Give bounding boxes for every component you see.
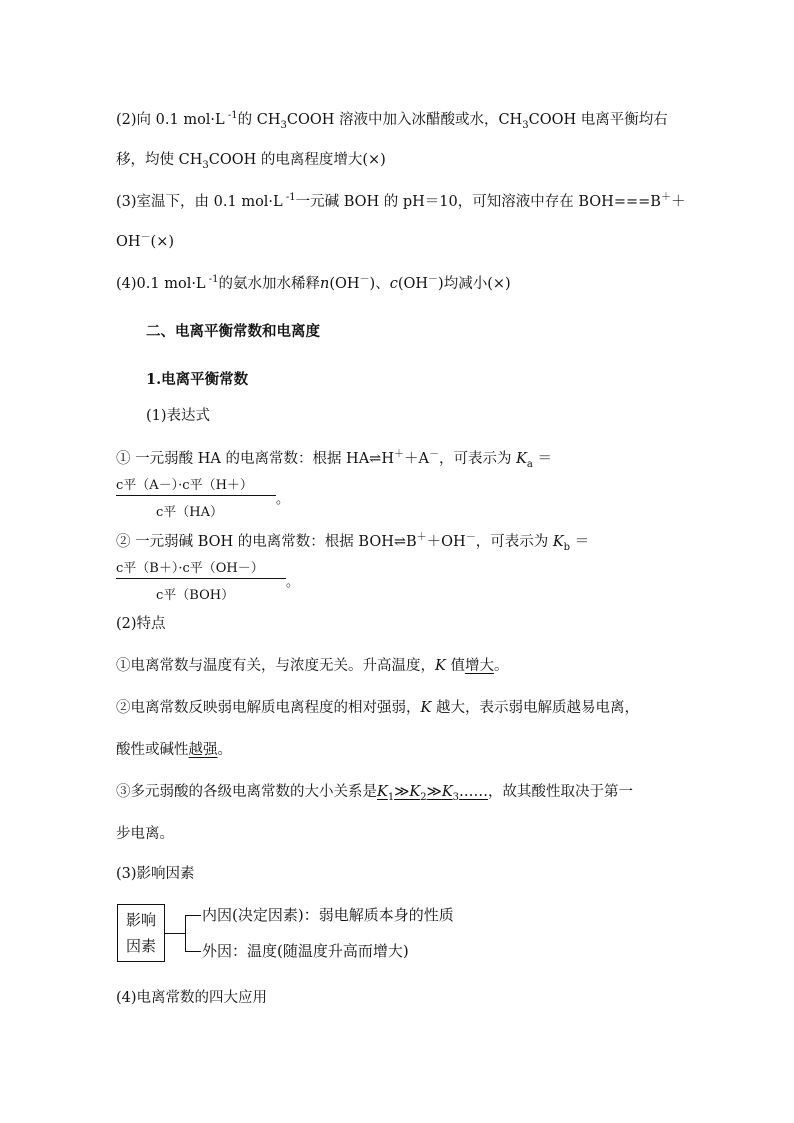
text: 一元碱 BOH 的 pH＝10，可知溶液中存在 BOH===B bbox=[295, 194, 661, 210]
variable-K: K bbox=[420, 700, 432, 716]
feature-3-line2: 步电离。 bbox=[116, 826, 174, 842]
text: 越大，表示弱电解质越易电离， bbox=[431, 700, 639, 716]
text: ①电离常数与温度有关，与浓度无关。升高温度， bbox=[116, 658, 435, 674]
external-factor: 外因：温度(随温度升高而增大) bbox=[202, 942, 409, 960]
variable-K: K bbox=[552, 534, 564, 550]
statement-2-line2 bbox=[116, 150, 386, 170]
text: ＋A bbox=[403, 451, 429, 467]
subsection-item-heading: (4)电离常数的四大应用 bbox=[116, 990, 268, 1006]
underlined-answer: 增大 bbox=[464, 658, 494, 674]
box-label: 影响 bbox=[125, 911, 156, 929]
subsection-heading: 1.电离平衡常数 bbox=[146, 371, 249, 388]
variable-K: K bbox=[516, 451, 527, 467]
statement-3-line1 bbox=[116, 192, 685, 212]
base-constant-line bbox=[116, 532, 589, 552]
text: 移，均使 CH bbox=[116, 152, 203, 168]
subscript: 3 bbox=[452, 791, 460, 803]
acid-constant-line bbox=[116, 449, 552, 469]
fraction-bar bbox=[116, 578, 286, 579]
superscript: － bbox=[465, 532, 476, 544]
text: ＝ bbox=[574, 534, 590, 550]
superscript: － bbox=[428, 274, 439, 286]
superscript: ＋ bbox=[393, 449, 404, 461]
variable-K: K bbox=[435, 658, 446, 674]
text: H bbox=[381, 451, 394, 467]
text: ③多元弱酸的各级电离常数的大小关系是 bbox=[116, 784, 377, 800]
superscript: -1 bbox=[224, 110, 238, 122]
superscript: － bbox=[140, 232, 151, 244]
subscript: 3 bbox=[202, 159, 209, 171]
internal-factor: 内因(决定因素)：弱电解质本身的性质 bbox=[202, 906, 454, 924]
text: ＋ bbox=[670, 194, 686, 210]
section-heading: 二、电离平衡常数和电离度 bbox=[146, 323, 320, 340]
subsection-item-heading: (2)特点 bbox=[116, 616, 166, 632]
ellipsis: …… bbox=[459, 784, 489, 800]
text: (2)向 0.1 mol·L bbox=[116, 112, 225, 128]
superscript: － bbox=[359, 274, 370, 286]
fraction-bar bbox=[116, 495, 276, 496]
variable-K: K bbox=[441, 784, 453, 800]
connector-line bbox=[185, 951, 201, 952]
subsection-item-heading: (1)表达式 bbox=[146, 408, 211, 424]
period: 。 bbox=[286, 575, 300, 590]
text: )均减小(×) bbox=[438, 276, 511, 292]
feature-2-line2 bbox=[116, 740, 232, 760]
text: ① 一元弱酸 HA 的电离常数：根据 HA bbox=[116, 451, 370, 467]
much-greater-symbol: ≫ bbox=[426, 784, 442, 800]
text: OH bbox=[116, 234, 141, 250]
text: ＝ bbox=[537, 451, 552, 467]
text: ，故其酸性取决于第一 bbox=[488, 784, 634, 800]
text: (4)0.1 mol·L bbox=[116, 276, 206, 292]
fraction-numerator: c平（B＋）·c平（OH－） bbox=[116, 561, 264, 576]
text: 的 CH bbox=[237, 112, 281, 128]
text: )、 bbox=[369, 276, 390, 292]
subscript: 3 bbox=[280, 119, 287, 131]
fraction-denominator: c平（BOH） bbox=[156, 588, 235, 603]
period: 。 bbox=[276, 492, 290, 507]
text: 值 bbox=[445, 658, 465, 674]
text: (3)室温下，由 0.1 mol·L bbox=[116, 194, 283, 210]
superscript: -1 bbox=[205, 274, 219, 286]
variable-n: n bbox=[320, 276, 330, 292]
superscript: -1 bbox=[282, 192, 296, 204]
fraction-denominator: c平（HA） bbox=[156, 505, 224, 520]
connector-line bbox=[165, 933, 185, 934]
text: 的氨水加水稀释 bbox=[218, 276, 320, 292]
variable-K: K bbox=[409, 784, 421, 800]
subscript: a bbox=[526, 458, 533, 470]
variable-K: K bbox=[377, 784, 388, 800]
subscript: 2 bbox=[420, 791, 427, 803]
variable-c: c bbox=[389, 276, 398, 292]
text: COOH 溶液中加入冰醋酸或水，CH bbox=[286, 112, 523, 128]
text: ＋OH bbox=[426, 534, 466, 550]
text: (OH bbox=[329, 276, 360, 292]
statement-2-line1 bbox=[116, 110, 668, 130]
fraction-numerator: c平（A－）·c平（H＋） bbox=[116, 478, 253, 493]
underlined-answer bbox=[377, 784, 489, 803]
statement-4 bbox=[116, 274, 511, 294]
statement-3-line2 bbox=[116, 232, 174, 252]
text: 酸性或碱性 bbox=[116, 742, 189, 758]
subscript: 3 bbox=[522, 119, 529, 131]
bracket-line bbox=[185, 915, 186, 951]
superscript: ＋ bbox=[660, 192, 671, 204]
subscript: 1 bbox=[387, 791, 395, 803]
text: COOH 电离平衡均右 bbox=[528, 112, 668, 128]
text: 。 bbox=[217, 742, 232, 758]
much-greater-symbol: ≫ bbox=[394, 784, 410, 800]
feature-2-line1 bbox=[116, 698, 639, 718]
feature-1 bbox=[116, 656, 508, 676]
text: (OH bbox=[397, 276, 429, 292]
text: 。 bbox=[493, 658, 509, 674]
superscript: ＋ bbox=[416, 532, 427, 544]
subsection-item-heading: (3)影响因素 bbox=[116, 866, 195, 882]
text: B bbox=[406, 534, 417, 550]
connector-line bbox=[185, 915, 201, 916]
text: ，可表示为 bbox=[475, 534, 549, 550]
text: COOH 的电离程度增大(×) bbox=[208, 152, 386, 168]
text: ，可表示为 bbox=[438, 451, 512, 467]
feature-3-line1 bbox=[116, 782, 633, 802]
text: (×) bbox=[150, 234, 175, 250]
equilibrium-arrow-icon: ⇌ bbox=[369, 451, 382, 467]
superscript: － bbox=[428, 449, 439, 461]
box-label: 因素 bbox=[125, 937, 156, 955]
underlined-answer: 越强 bbox=[188, 742, 218, 758]
text: ② 一元弱碱 BOH 的电离常数：根据 BOH bbox=[116, 534, 394, 550]
factors-box bbox=[117, 904, 165, 962]
text: ②电离常数反映弱电解质电离程度的相对强弱， bbox=[116, 700, 421, 716]
equilibrium-arrow-icon: ⇌ bbox=[393, 534, 407, 550]
subscript: b bbox=[563, 541, 571, 553]
